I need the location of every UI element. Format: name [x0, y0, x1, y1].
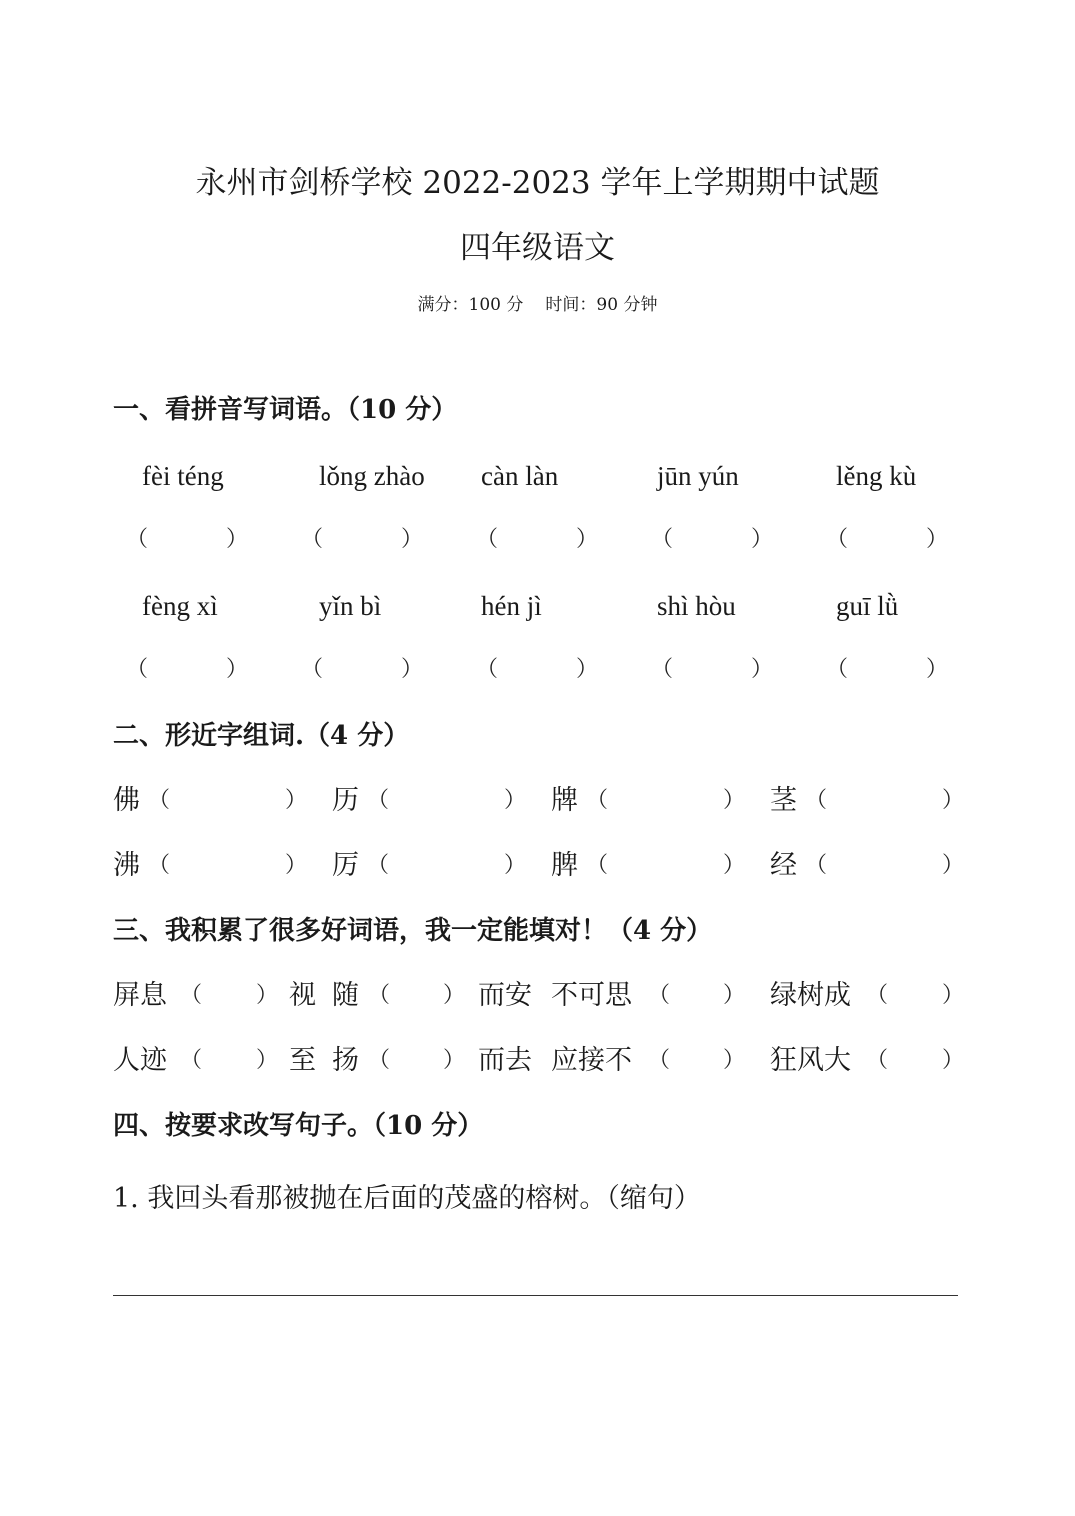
- answer-open-paren: （: [368, 1048, 391, 1073]
- section-1-heading: 一、看拼音写词语。（10 分）: [113, 395, 458, 425]
- answer-close-paren: ）: [942, 788, 965, 813]
- pinyin-item: fèng xì: [142, 591, 218, 621]
- answer-open-paren: （: [866, 983, 889, 1008]
- pinyin-item: hén jì: [481, 591, 542, 621]
- answer-close-paren: ）: [401, 657, 424, 682]
- answer-close-paren: ）: [723, 788, 746, 813]
- answer-open-paren: （: [126, 657, 149, 682]
- full-score: 满分：100 分: [417, 295, 524, 315]
- idiom-prefix: 不可思: [551, 980, 632, 1011]
- answer-open-paren: （: [148, 788, 171, 813]
- answer-close-paren: ）: [504, 788, 527, 813]
- answer-open-paren: （: [368, 983, 391, 1008]
- answer-close-paren: ）: [226, 657, 249, 682]
- answer-close-paren: ）: [285, 853, 308, 878]
- answer-close-paren: ）: [942, 1048, 965, 1073]
- answer-open-paren: （: [367, 788, 390, 813]
- answer-open-paren: （: [586, 788, 609, 813]
- idiom-prefix: 狂风大: [770, 1045, 851, 1076]
- answer-open-paren: （: [648, 1048, 671, 1073]
- answer-open-paren: （: [826, 657, 849, 682]
- section-2-heading: 二、形近字组词.（4 分）: [113, 721, 410, 751]
- answer-open-paren: （: [180, 1048, 203, 1073]
- answer-open-paren: （: [586, 853, 609, 878]
- answer-close-paren: ）: [751, 527, 774, 552]
- pinyin-item: fèi téng: [142, 461, 224, 491]
- answer-close-paren: ）: [576, 527, 599, 552]
- answer-close-paren: ）: [285, 788, 308, 813]
- idiom-suffix: 视: [289, 980, 316, 1011]
- similar-char: 厉: [332, 850, 359, 881]
- section-4-heading: 四、按要求改写句子。（10 分）: [113, 1111, 484, 1141]
- similar-char: 脾: [551, 850, 578, 881]
- idiom-suffix: 而安: [478, 980, 532, 1011]
- answer-close-paren: ）: [256, 983, 279, 1008]
- similar-char: 佛: [113, 785, 140, 816]
- answer-open-paren: （: [651, 527, 674, 552]
- answer-close-paren: ）: [226, 527, 249, 552]
- answer-open-paren: （: [805, 853, 828, 878]
- idiom-prefix: 扬: [332, 1045, 359, 1076]
- answer-close-paren: ）: [504, 853, 527, 878]
- answer-open-paren: （: [301, 657, 324, 682]
- pinyin-item: càn làn: [481, 461, 559, 491]
- answer-close-paren: ）: [723, 1048, 746, 1073]
- idiom-suffix: 至: [289, 1045, 316, 1076]
- answer-open-paren: （: [805, 788, 828, 813]
- answer-close-paren: ）: [576, 657, 599, 682]
- similar-char: 牌: [551, 785, 578, 816]
- idiom-prefix: 屏息: [113, 980, 167, 1011]
- answer-line[interactable]: [113, 1295, 958, 1296]
- similar-char: 历: [332, 785, 359, 816]
- answer-close-paren: ）: [401, 527, 424, 552]
- answer-open-paren: （: [301, 527, 324, 552]
- answer-open-paren: （: [476, 657, 499, 682]
- pinyin-item: jūn yún: [657, 461, 739, 491]
- exam-meta: [0, 293, 1075, 317]
- answer-open-paren: （: [648, 983, 671, 1008]
- pinyin-item: yǐn bì: [319, 591, 382, 621]
- similar-char: 经: [770, 850, 797, 881]
- idiom-prefix: 随: [332, 980, 359, 1011]
- answer-close-paren: ）: [751, 657, 774, 682]
- answer-open-paren: （: [367, 853, 390, 878]
- answer-close-paren: ）: [926, 657, 949, 682]
- exam-subtitle: 四年级语文: [460, 230, 615, 266]
- answer-close-paren: ）: [443, 1048, 466, 1073]
- pinyin-item: guī lǜ: [836, 591, 899, 621]
- answer-close-paren: ）: [926, 527, 949, 552]
- similar-char: 沸: [113, 850, 140, 881]
- answer-close-paren: ）: [256, 1048, 279, 1073]
- exam-title: 永州市剑桥学校 2022-2023 学年上学期期中试题: [195, 165, 880, 201]
- pinyin-item: lǒng zhào: [319, 461, 425, 491]
- answer-open-paren: （: [826, 527, 849, 552]
- idiom-suffix: 而去: [478, 1045, 532, 1076]
- answer-close-paren: ）: [942, 983, 965, 1008]
- answer-open-paren: （: [651, 657, 674, 682]
- answer-close-paren: ）: [723, 983, 746, 1008]
- answer-close-paren: ）: [443, 983, 466, 1008]
- answer-close-paren: ）: [942, 853, 965, 878]
- answer-open-paren: （: [476, 527, 499, 552]
- answer-open-paren: （: [866, 1048, 889, 1073]
- pinyin-item: shì hòu: [657, 591, 736, 621]
- idiom-prefix: 应接不: [551, 1045, 632, 1076]
- answer-open-paren: （: [180, 983, 203, 1008]
- idiom-prefix: 人迹: [113, 1045, 167, 1076]
- answer-close-paren: ）: [723, 853, 746, 878]
- question-1: 1. 我回头看那被抛在后面的茂盛的榕树。（缩句）: [113, 1183, 701, 1214]
- similar-char: 茎: [770, 785, 797, 816]
- answer-open-paren: （: [148, 853, 171, 878]
- idiom-prefix: 绿树成: [770, 980, 851, 1011]
- section-3-heading: 三、我积累了很多好词语，我一定能填对！（4 分）: [113, 916, 713, 946]
- answer-open-paren: （: [126, 527, 149, 552]
- exam-time: 时间：90 分钟: [545, 295, 658, 315]
- pinyin-item: lěng kù: [836, 461, 917, 491]
